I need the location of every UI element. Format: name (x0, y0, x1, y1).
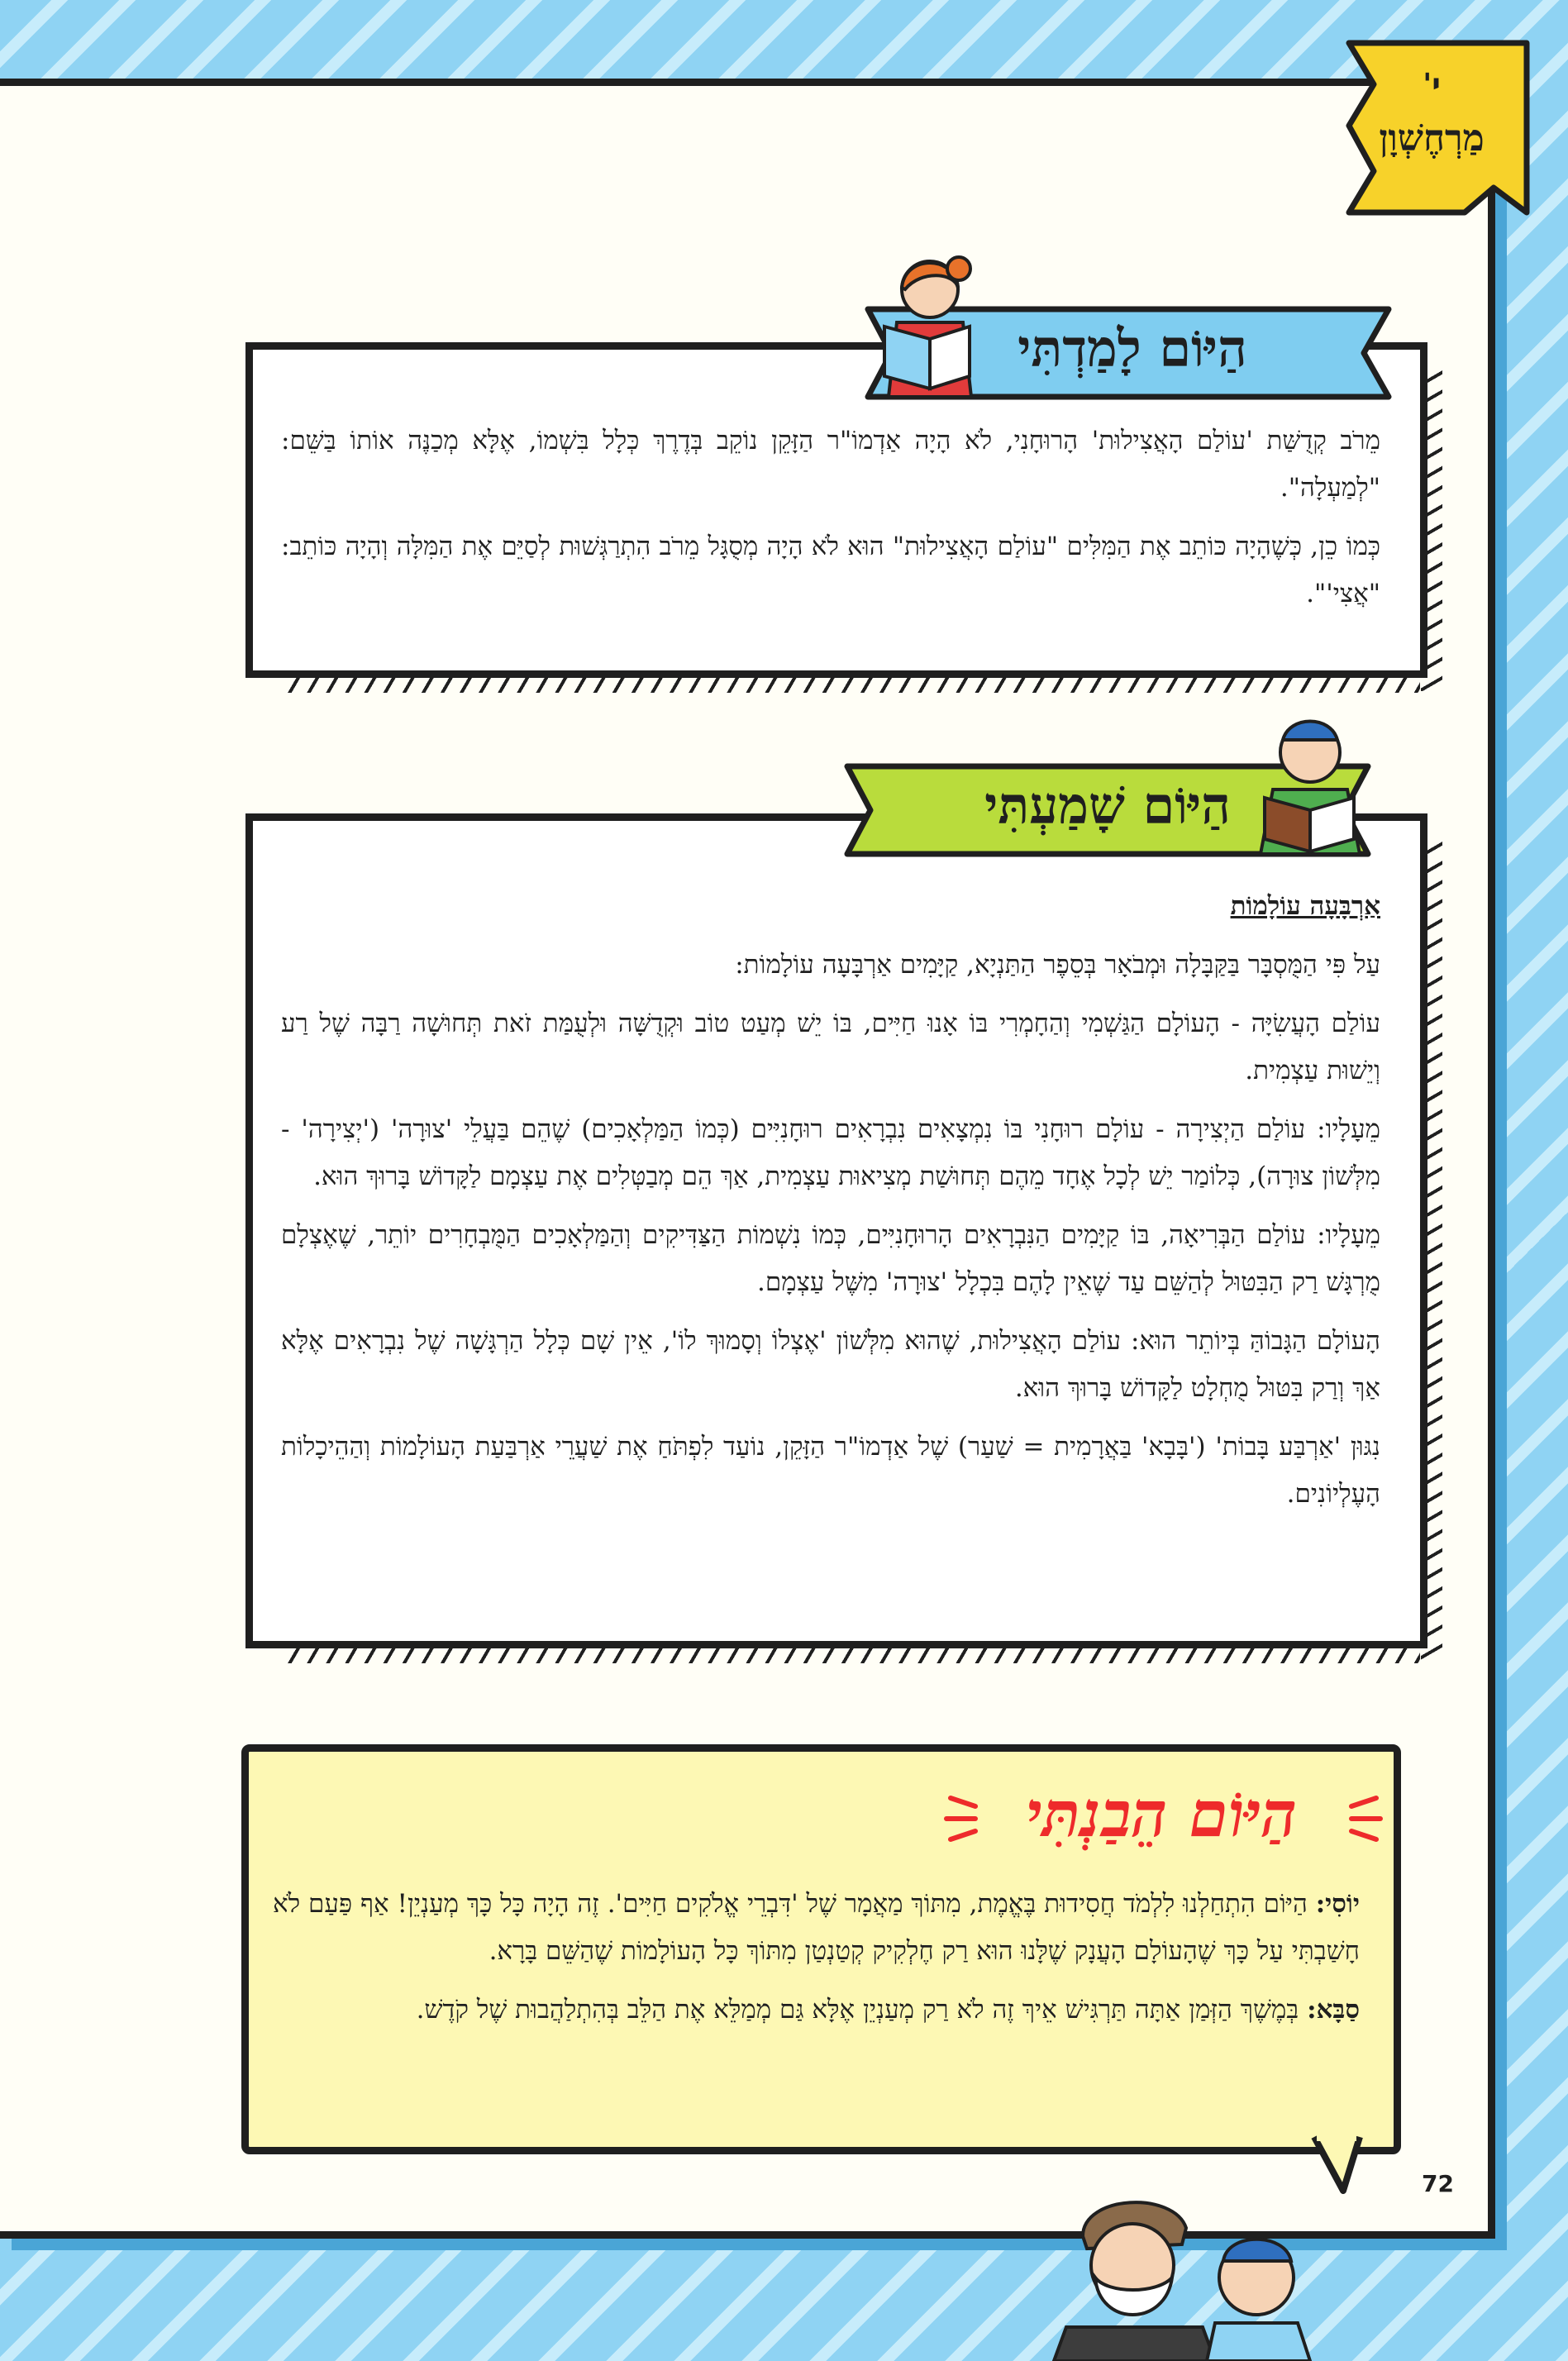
speaker-yossi: יוֹסִי: (1315, 1889, 1360, 1919)
learned-paragraph-1: מֵרֹב קְדֻשַּׁת 'עוֹלַם הָאֲצִילוּת' הָרוּחָנִי, לֹא הָיָה אַדְמוֹ"ר הַזָּקֵן נוֹקֵב בְּדֶרֶךְ כְּלָל בִּשְׁמוֹ, אֶלָּא מְכַנֶּה אוֹתוֹ בַּשֵּׁם: "לְמַעְלָה". (281, 426, 1380, 503)
heard-paragraph-2: עוֹלַם הָעֲשִׂיָּה - הָעוֹלָם הַגַּשְׁמִי וְהַחָמְרִי בּוֹ אָנוּ חַיִּים, בּוֹ יֵשׁ מְעַט טוֹב וּקְדֻשָּׁה וּלְעֻמַּת זֹאת תְּחוּשָׁה רַבָּה שֶׁל רַע וְיֵשׁוּת עַצְמִית. (281, 1009, 1380, 1085)
dialog-line-saba (273, 1987, 1360, 2034)
learned-box-shadow-side (1421, 364, 1442, 691)
heard-text (281, 883, 1380, 1529)
learned-text (281, 417, 1380, 629)
page-number: 72 (1422, 2170, 1454, 2197)
girl-reading-icon (872, 248, 979, 401)
dialog-line-yossi (273, 1881, 1360, 1975)
heard-paragraph-3: מֵעָלָיו: עוֹלַם הַיְצִירָה - עוֹלָם רוּחָנִי בּוֹ נִמְצָאִים נִבְרָאִים רוּחָנִיִּים (כְּמוֹ הַמַּלְאָכִים) שֶׁהֵם בַּעֲלֵי 'צוּרָה' ('יְצִירָה' - מִלְּשׁוֹן צוּרָה), כְּלוֹמַר יֵשׁ לְכָל אֶחָד מֵהֶם תְּחוּשַׁת מְצִיאוּת עַצְמִית, אַךְ הֵם מְבַטְּלִים אֶת עַצְמָם לַקָּדוֹשׁ בָּרוּךְ הוּא. (281, 1114, 1380, 1191)
month-day: י' (1423, 68, 1441, 102)
understood-dialog (273, 1881, 1360, 2045)
grandfather-and-boy-icon (1050, 2187, 1323, 2361)
month-ribbon (1332, 35, 1547, 217)
boy-reading-icon (1248, 707, 1372, 856)
heard-heading: אַרְבָּעָה עוֹלָמוֹת (1230, 891, 1380, 921)
heard-box-shadow (281, 1642, 1420, 1663)
heard-paragraph-4: מֵעָלָיו: עוֹלַם הַבְּרִיאָה, בּוֹ קַיָּמִים הַנִּבְרָאִים הָרוּחָנִיִּים, כְּמוֹ נִשְׁמוֹת הַצַּדִּיקִים וְהַמַּלְאָכִים הַמֻּבְחָרִים יוֹתֵר, שֶׁאֶצְלָם מֻרְגָּשׁ רַק הַבִּטּוּל לְהַשֵּׁם עַד שֶׁאֵין לָהֶם בִּכְלָל 'צוּרָה' מִשֶּׁל עַצְמָם. (281, 1220, 1380, 1297)
sparkle-right-icon (1343, 1790, 1385, 1848)
learned-title: הַיּוֹם לָמַדְתִּי (1018, 318, 1247, 379)
learned-box-shadow (281, 671, 1420, 693)
understood-title: הַיּוֹם הֵבַנְתִּי (1025, 1777, 1298, 1851)
heard-box-shadow-side (1421, 835, 1442, 1662)
month-name: מַרְחֶשְׁוָן (1379, 117, 1485, 160)
heard-paragraph-6: נִגּוּן 'אַרְבַּע בָּבוֹת' ('בָּבָא' בַּאֲרָמִית = שַׁעַר) שֶׁל אַדְמוֹ"ר הַזָּקֵן, נוֹעַד לִפְתֹּחַ אֶת שַׁעֲרֵי אַרְבַּעַת הָעוֹלָמוֹת וְהַהֵיכָלוֹת הָעֶלְיוֹנִים. (281, 1432, 1380, 1509)
heard-paragraph-1: עַל פִּי הַמֻּסְבָּר בַּקַּבָּלָה וּמְבֹאָר בְּסֵפֶר הַתַּנְיָא, קַיָּמִים אַרְבָּעָה עוֹלָמוֹת: (735, 950, 1380, 980)
speaker-saba: סַבָּא: (1307, 1995, 1360, 2025)
dialog-text-yossi: הַיּוֹם הִתְחַלְנוּ לִלְמֹד חֲסִידוּת בֶּאֱמֶת, מִתּוֹךְ מַאֲמָר שֶׁל 'דִּבְרֵי אֱלֹקִים חַיִּים'. זֶה הָיָה כָּל כָּךְ מְעַנְיֵן! אַף פַּעַם לֹא חָשַׁבְתִּי עַל כָּךְ שֶׁהָעוֹלָם הָעֲנָק שֶׁלָּנוּ הוּא רַק חֶלְקִיק קְטַנְטַן מִתּוֹךְ כָּל הָעוֹלָמוֹת שֶׁהַשֵּׁם בָּרָא. (273, 1889, 1360, 1966)
heard-title: הַיּוֹם שָׁמַעְתִּי (984, 775, 1231, 836)
heard-paragraph-5: הָעוֹלָם הַגָּבוֹהַּ בְּיוֹתֵר הוּא: עוֹלַם הָאֲצִילוּת, שֶׁהוּא מִלְּשׁוֹן 'אֶצְלוֹ וְסָמוּךְ לוֹ', אֵין שָׁם כְּלָל הַרְגָּשָׁה שֶׁל נִבְרָאִים אֶלָּא אַךְ וְרַק בִּטּוּל מֻחְלָט לַקָּדוֹשׁ בָּרוּךְ הוּא. (281, 1326, 1380, 1403)
learned-paragraph-2: כְּמוֹ כֵן, כְּשֶׁהָיָה כּוֹתֵב אֶת הַמִּלִּים "עוֹלַם הָאֲצִילוּת" הוּא לֹא הָיָה מְסֻגָּל מֵרֹב הִתְרַגְּשׁוּת לְסַיֵּם אֶת הַמִּלָּה וְהָיָה כּוֹתֵב: "אֲצִי'". (281, 532, 1380, 608)
dialog-text-saba: בְּמֶשֶׁךְ הַזְּמַן אַתָּה תַּרְגִּישׁ אֵיךְ זֶה לֹא רַק מְעַנְיֵן אֶלָּא גַּם מְמַלֵּא אֶת הַלֵּב בְּהִתְלַהֲבוּת שֶׁל קֹדֶשׁ. (416, 1995, 1308, 2025)
